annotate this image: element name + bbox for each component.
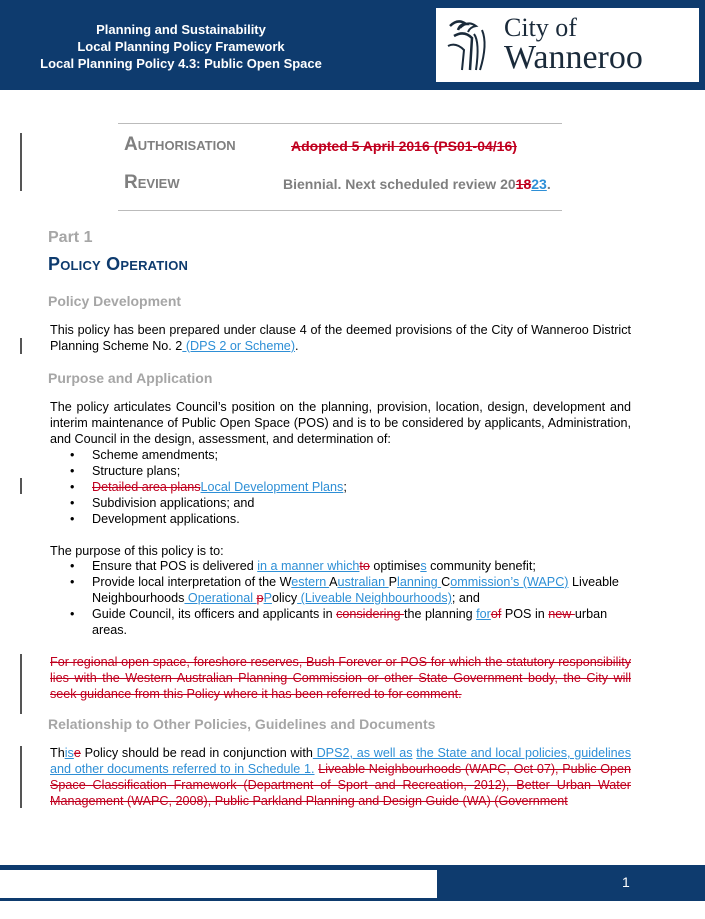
list-item: [50, 574, 631, 606]
section-heading: Purpose and Application: [48, 370, 213, 386]
inserted-text: ustralian: [337, 575, 389, 589]
deleted-text: to: [359, 559, 370, 573]
application-list: [50, 447, 631, 527]
header-line-2: Local Planning Policy Framework: [77, 39, 285, 54]
header-title: [0, 21, 362, 72]
inserted-text: (Liveable Neighbourhoods): [297, 591, 452, 605]
inserted-text: lanning: [397, 575, 442, 589]
text: olicy: [271, 591, 298, 605]
text: C: [441, 575, 451, 589]
change-bar: [20, 746, 22, 808]
list-item: • Structure plans;: [50, 463, 631, 479]
inserted-text: Operational: [184, 591, 257, 605]
inserted-text: (DPS 2 or Scheme): [182, 339, 296, 353]
list-item: • Scheme amendments;: [50, 447, 631, 463]
deleted-text: Liveable Neighbourhoods (WAPC, Oct 07), Public Open Space Classification Framework (Department of Sport and Recreation, 2012), Better Urban Water Management (WAPC, 2008), Public Parkland Planning and Design Guide (WA) (Government: [50, 762, 632, 808]
paragraph: The policy articulates Council’s position on the planning, provision, location, design, development and interim maintenance of Public Open Space (POS) and is to be considered by applicants, Administration, and Council in the design, assessment, and determination of:: [50, 400, 631, 446]
divider: [118, 123, 562, 124]
inserted-text: in a manner which: [257, 559, 360, 573]
text: Guide Council, its officers and applicants in: [92, 607, 337, 621]
section-heading: Policy Development: [48, 293, 182, 309]
review-value: [283, 176, 551, 192]
text: Liveable Neighbourhoods: [92, 575, 619, 605]
text: P: [388, 575, 398, 589]
logo-city-text: City of: [504, 13, 577, 42]
footer-panel: [0, 870, 437, 898]
inserted-text: estern: [291, 575, 330, 589]
paragraph: The purpose of this policy is to:: [50, 544, 224, 558]
text: Th: [50, 746, 65, 760]
text: Ensure that POS is delivered: [92, 559, 258, 573]
text: community benefit;: [426, 559, 536, 573]
change-bar: [20, 478, 22, 494]
authorisation-value: Adopted 5 April 2016 (PS01-04/16): [291, 138, 517, 154]
text: This policy has been prepared under clause 4 of the deemed provisions of the City of Wanneroo District Planning Scheme No. 2: [50, 323, 631, 353]
list-item: [50, 479, 631, 495]
part-label: Part 1: [48, 229, 93, 246]
purpose-list: [50, 558, 631, 638]
change-bar: [20, 654, 22, 714]
deleted-text: 18: [515, 176, 532, 192]
text: Provide local interpretation of the W: [92, 575, 292, 589]
swan-logo-icon: [444, 16, 496, 74]
deleted-text: new: [548, 607, 575, 621]
deleted-text: of: [490, 607, 502, 621]
paragraph: [50, 745, 631, 809]
text: ;: [343, 480, 347, 494]
text: A: [329, 575, 338, 589]
page-number: 1: [622, 874, 630, 890]
header-line-3: Local Planning Policy 4.3: Public Open Space: [40, 56, 322, 71]
inserted-text: 23: [531, 176, 547, 192]
deleted-text: p: [256, 591, 264, 605]
deleted-text: e: [73, 746, 81, 760]
review-label: Review: [124, 172, 180, 193]
page-title: Policy Operation: [48, 254, 189, 274]
inserted-text: Local Development Plans: [200, 480, 344, 494]
paragraph: [50, 322, 631, 354]
inserted-text: P: [263, 591, 272, 605]
city-logo: [436, 8, 699, 82]
text: the planning: [404, 607, 477, 621]
list-item: • Development applications.: [50, 511, 631, 527]
review-suffix: .: [546, 176, 551, 192]
section-heading: Relationship to Other Policies, Guidelines and Documents: [48, 716, 436, 732]
logo-wanneroo-text: Wanneroo: [504, 39, 643, 76]
list-item: [50, 558, 631, 574]
text: POS in: [501, 607, 549, 621]
header-line-1: Planning and Sustainability: [96, 22, 266, 37]
list-item: • Subdivision applications; and: [50, 495, 631, 511]
text: optimise: [369, 559, 421, 573]
review-prefix: Biennial. Next scheduled review 20: [283, 176, 516, 192]
text: urban areas.: [92, 607, 608, 637]
list-item: [50, 606, 631, 638]
change-bar: [20, 133, 22, 191]
inserted-text: ommission’s (WAPC): [450, 575, 569, 589]
text: ; and: [451, 591, 480, 605]
change-bar: [20, 338, 22, 354]
text: Policy should be read in conjunction with: [80, 746, 313, 760]
inserted-text: for: [476, 607, 491, 621]
authorisation-label: Authorisation: [124, 134, 236, 155]
inserted-text: DPS2, as well as: [312, 746, 413, 760]
deleted-paragraph: For regional open space, foreshore reserves, Bush Forever or POS for which the statutory responsibility lies with the Western Australian Planning Commission or other State Government body, the City will seek guidance from this Policy where it has been referred to for comment.: [50, 655, 631, 701]
deleted-text: Detailed area plans: [92, 480, 201, 494]
inserted-text: the State and local policies, guidelines and other documents referred to in Schedule 1.: [50, 746, 631, 776]
inserted-text: s: [420, 559, 427, 573]
deleted-text: considering: [336, 607, 404, 621]
divider: [118, 210, 562, 211]
inserted-text: is: [64, 746, 74, 760]
text: .: [295, 339, 299, 353]
